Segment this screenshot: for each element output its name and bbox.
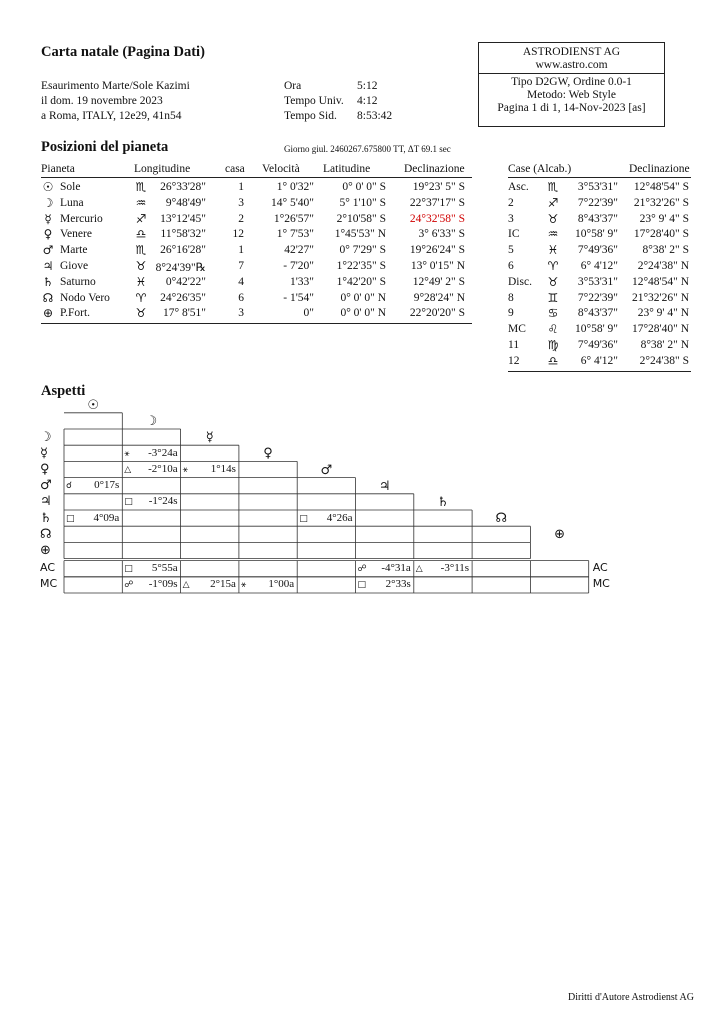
planet-latitude: 0° 0' 0" N xyxy=(340,291,386,304)
planet-house: 2 xyxy=(238,212,244,225)
col-header-planet: Pianeta xyxy=(41,163,75,175)
house-name: 9 xyxy=(508,307,514,320)
aspect-cell xyxy=(124,562,177,574)
aspect-cell xyxy=(66,512,119,524)
aspect-type-icon: □ xyxy=(124,497,133,508)
aspect-type-icon: □ xyxy=(66,513,75,524)
aspect-cell xyxy=(66,479,119,491)
house-declination: 17°28'40" N xyxy=(631,323,689,336)
house-longitude: 8°43'37" xyxy=(577,212,618,225)
time-value-sid: 8:53:42 xyxy=(357,110,393,122)
planet-longitude: 26°16'28" xyxy=(160,244,206,257)
planet-latitude: 0° 0' 0" N xyxy=(340,307,386,320)
positions-title: Posizioni del pianeta xyxy=(41,139,169,155)
planet-longitude: 0°42'22" xyxy=(165,275,206,288)
planet-speed: 42'27" xyxy=(284,244,314,257)
planet-glyph-icon: ♄ xyxy=(42,274,54,289)
house-name: Disc. xyxy=(508,275,532,288)
aspect-orb: -1°09s xyxy=(148,578,178,591)
planet-house: 3 xyxy=(238,196,244,209)
planet-name: P.Fort. xyxy=(60,307,91,320)
house-longitude: 7°49'36" xyxy=(577,244,618,257)
planet-speed: 1° 7'53" xyxy=(276,228,314,241)
page-info: Pagina 1 di 1, 14-Nov-2023 [as] xyxy=(497,102,646,114)
zodiac-sign-icon: ♊ xyxy=(547,290,559,305)
aspect-type-icon: △ xyxy=(182,580,190,591)
zodiac-sign-icon: ♒ xyxy=(547,227,559,242)
house-declination: 23° 9' 4" S xyxy=(639,212,689,225)
planet-speed: 1°26'57" xyxy=(273,212,314,225)
house-declination: 21°32'26" N xyxy=(631,291,689,304)
planet-longitude: 8°24'39"℞ xyxy=(155,262,206,274)
planet-glyph-icon: ☿ xyxy=(44,211,52,226)
planet-latitude: 0° 7'29" S xyxy=(339,244,386,257)
aspect-row-label: AC xyxy=(40,561,56,575)
planet-longitude: 9°48'49" xyxy=(165,196,206,209)
zodiac-sign-icon: ♍ xyxy=(547,338,559,352)
aspect-row-label: ♂ xyxy=(40,478,52,494)
aspect-col-glyph-icon: ♃ xyxy=(378,478,391,494)
aspect-col-glyph-icon: ☊ xyxy=(495,511,508,527)
planet-longitude: 13°12'45" xyxy=(160,212,206,225)
aspect-orb: -3°24a xyxy=(148,446,178,459)
house-name: 6 xyxy=(508,260,514,272)
zodiac-sign-icon: ♋ xyxy=(547,306,559,321)
aspect-row-label: ♄ xyxy=(40,510,52,526)
company-name: ASTRODIENST AG xyxy=(522,46,621,58)
aspect-col-glyph-icon: ♀ xyxy=(263,446,273,462)
chart-method: Metodo: Web Style xyxy=(527,89,616,101)
aspect-orb: -2°10a xyxy=(148,462,178,475)
planet-speed: 0" xyxy=(303,307,314,320)
planet-declination: 3° 6'33" S xyxy=(418,228,465,241)
aspect-orb: -3°11s xyxy=(440,562,470,575)
planet-declination: 12°49' 2" S xyxy=(412,275,465,288)
planet-longitude: 17° 8'51" xyxy=(163,307,206,320)
birth-place: a Roma, ITALY, 12e29, 41n54 xyxy=(41,110,182,122)
house-longitude: 3°53'31" xyxy=(577,181,618,193)
zodiac-sign-icon: ♉ xyxy=(135,306,147,321)
planet-glyph-icon: ♂ xyxy=(42,243,54,258)
houses-header: Case (Alcab.) xyxy=(508,163,572,175)
house-declination: 12°48'54" N xyxy=(631,275,689,288)
company-website[interactable]: www.astro.com xyxy=(535,59,608,71)
col-header-declination: Declinazione xyxy=(404,163,465,175)
house-name: 8 xyxy=(508,291,514,304)
planet-name: Giove xyxy=(60,260,89,272)
house-declination: 17°28'40" S xyxy=(633,228,689,241)
aspects-title: Aspetti xyxy=(41,383,86,399)
col-header-house: casa xyxy=(225,163,245,175)
planet-name: Luna xyxy=(60,196,84,209)
birth-date: il dom. 19 novembre 2023 xyxy=(41,95,163,107)
aspect-col-glyph-icon: ♂ xyxy=(320,462,333,478)
aspect-cell xyxy=(183,463,236,475)
zodiac-sign-icon: ♐ xyxy=(135,211,147,226)
copyright: Diritti d'Autore Astrodienst AG xyxy=(568,992,694,1003)
chart-type: Tipo D2GW, Ordine 0.0-1 xyxy=(511,76,632,88)
planet-longitude: 11°58'32" xyxy=(160,228,206,241)
aspect-cell xyxy=(124,578,177,590)
planet-declination: 22°20'20" S xyxy=(409,307,465,320)
col-header-longitude: Longitudine xyxy=(134,163,191,175)
planet-longitude: 24°26'35" xyxy=(160,291,206,304)
house-declination: 12°48'54" S xyxy=(633,181,689,193)
aspect-orb: 2°15a xyxy=(210,578,236,591)
aspect-type-icon: □ xyxy=(357,580,367,591)
aspect-row-label: ♃ xyxy=(40,494,52,510)
aspect-cell xyxy=(358,562,411,574)
house-name: 5 xyxy=(508,244,514,257)
planet-declination: 13° 0'15" N xyxy=(410,260,465,272)
aspect-col-glyph-icon: ⊕ xyxy=(554,527,565,543)
aspect-type-icon: △ xyxy=(124,464,132,475)
house-name: 3 xyxy=(508,212,514,225)
zodiac-sign-icon: ♈ xyxy=(135,290,147,305)
aspect-orb: 4°26a xyxy=(326,511,353,524)
zodiac-sign-icon: ♐ xyxy=(547,195,559,210)
zodiac-sign-icon: ♉ xyxy=(547,274,559,289)
planet-declination: 24°32'58" S xyxy=(409,212,465,225)
aspect-orb: 4°09a xyxy=(93,511,120,524)
house-name: 2 xyxy=(508,196,514,209)
col-header-latitude: Latitudine xyxy=(323,163,371,175)
zodiac-sign-icon: ♉ xyxy=(547,211,559,226)
planet-glyph-icon: ♃ xyxy=(42,259,54,273)
house-name: 12 xyxy=(508,354,520,367)
house-declination: 2°24'38" S xyxy=(639,354,689,367)
col-header-speed: Velocità xyxy=(262,163,300,175)
zodiac-sign-icon: ♏ xyxy=(135,180,147,194)
house-longitude: 6° 4'12" xyxy=(580,354,618,367)
house-declination: 21°32'26" S xyxy=(633,196,689,209)
aspect-orb: 1°00a xyxy=(268,578,295,591)
planet-name: Nodo Vero xyxy=(60,291,110,304)
planet-speed: - 1'54" xyxy=(283,291,314,304)
aspect-row-label: ☊ xyxy=(40,526,52,542)
planet-name: Sole xyxy=(60,181,81,193)
aspect-type-icon: ⚹ xyxy=(182,464,188,475)
aspect-orb: 1°14s xyxy=(210,462,236,475)
planet-house: 12 xyxy=(232,228,244,241)
planet-declination: 9°28'24" N xyxy=(413,291,465,304)
planet-declination: 19°26'24" S xyxy=(409,244,465,257)
aspect-orb: -1°24s xyxy=(148,495,178,508)
planet-glyph-icon: ☊ xyxy=(42,290,54,305)
time-label-sid: Tempo Sid. xyxy=(284,110,337,122)
aspect-orb: 5°55a xyxy=(151,562,178,575)
planet-house: 6 xyxy=(238,291,244,304)
aspect-type-icon: ☍ xyxy=(124,580,134,591)
planet-longitude: 26°33'28" xyxy=(160,181,206,193)
time-value-local: 5:12 xyxy=(357,80,378,92)
aspect-row-label: MC xyxy=(40,577,58,591)
planet-house: 7 xyxy=(238,260,244,272)
zodiac-sign-icon: ♏ xyxy=(547,180,559,194)
houses-header-declination: Declinazione xyxy=(629,163,690,175)
zodiac-sign-icon: ♓ xyxy=(135,274,147,289)
planet-latitude: 0° 0' 0" S xyxy=(342,181,386,193)
planet-speed: 1'33" xyxy=(289,275,314,288)
planet-latitude: 2°10'58" S xyxy=(336,212,386,225)
aspect-row-label-right: MC xyxy=(592,577,610,591)
house-declination: 8°38' 2" S xyxy=(642,244,689,257)
time-label-ut: Tempo Univ. xyxy=(284,95,344,107)
planet-glyph-icon: ♀ xyxy=(43,227,53,242)
planet-latitude: 1°42'20" S xyxy=(336,275,386,288)
aspect-cell xyxy=(124,447,177,459)
aspect-type-icon: ⚹ xyxy=(124,448,130,459)
page-title: Carta natale (Pagina Dati) xyxy=(41,44,205,60)
house-name: MC xyxy=(508,323,526,336)
planet-house: 3 xyxy=(238,307,244,320)
planet-glyph-icon: ⊕ xyxy=(42,306,54,321)
aspect-row-label: ⊕ xyxy=(40,542,51,558)
house-name: Asc. xyxy=(508,181,529,193)
aspect-orb: 2°33s xyxy=(385,578,411,591)
house-longitude: 6° 4'12" xyxy=(580,260,618,272)
aspect-type-icon: ☍ xyxy=(357,564,367,575)
planet-speed: - 7'20" xyxy=(283,260,314,272)
aspect-col-glyph-icon: ☉ xyxy=(87,397,99,413)
planet-name: Marte xyxy=(60,244,88,257)
planet-house: 1 xyxy=(238,181,244,193)
house-longitude: 8°43'37" xyxy=(577,307,618,320)
aspect-orb: 0°17s xyxy=(94,479,120,492)
house-declination: 23° 9' 4" N xyxy=(637,307,689,320)
planet-speed: 14° 5'40" xyxy=(271,196,314,209)
planet-declination: 22°37'17" S xyxy=(409,196,465,209)
planet-name: Saturno xyxy=(60,275,96,288)
time-label-local: Ora xyxy=(284,80,302,92)
aspect-type-icon: □ xyxy=(299,513,308,524)
aspect-row-label: ☿ xyxy=(40,445,48,461)
zodiac-sign-icon: ♉ xyxy=(135,259,147,273)
aspect-col-glyph-icon: ☿ xyxy=(205,430,214,446)
aspect-cell xyxy=(358,578,411,590)
house-name: 11 xyxy=(508,339,520,351)
aspect-col-glyph-icon: ☽ xyxy=(145,414,158,429)
house-longitude: 7°49'36" xyxy=(577,339,618,351)
aspect-cell xyxy=(416,562,469,574)
aspect-cell xyxy=(124,463,177,475)
zodiac-sign-icon: ♌ xyxy=(547,322,559,337)
aspect-row-label: ♀ xyxy=(40,461,50,477)
aspect-col-glyph-icon: ♄ xyxy=(437,495,449,510)
planet-house: 1 xyxy=(238,244,244,257)
aspect-type-icon: ⚹ xyxy=(240,580,247,591)
house-declination: 2°24'38" N xyxy=(637,260,689,272)
zodiac-sign-icon: ♈ xyxy=(547,259,559,273)
house-longitude: 10°58' 9" xyxy=(575,228,618,241)
house-name: IC xyxy=(508,228,520,241)
aspect-orb: -4°31a xyxy=(381,562,411,575)
planet-latitude: 1°45'53" N xyxy=(334,228,386,241)
time-value-ut: 4:12 xyxy=(357,95,378,107)
house-longitude: 7°22'39" xyxy=(577,291,618,304)
aspect-cell xyxy=(299,512,352,524)
aspect-row-label-right: AC xyxy=(592,561,608,575)
planet-name: Mercurio xyxy=(60,212,103,225)
aspect-row-label: ☽ xyxy=(40,429,52,445)
planet-speed: 1° 0'32" xyxy=(276,181,314,193)
planet-declination: 19°23' 5" S xyxy=(412,181,465,193)
house-longitude: 10°58' 9" xyxy=(575,323,618,336)
house-longitude: 3°53'31" xyxy=(577,275,618,288)
aspect-type-icon: △ xyxy=(415,564,423,575)
zodiac-sign-icon: ♏ xyxy=(135,243,147,258)
planet-house: 4 xyxy=(238,275,244,288)
julian-day: Giorno giul. 2460267.675800 TT, ΔT 69.1 sec xyxy=(284,144,451,154)
zodiac-sign-icon: ♓ xyxy=(547,243,559,258)
planet-glyph-icon: ☉ xyxy=(42,180,54,194)
planet-latitude: 5° 1'10" S xyxy=(339,196,386,209)
aspect-cell xyxy=(241,578,294,590)
house-longitude: 7°22'39" xyxy=(577,196,618,209)
aspect-cell xyxy=(183,578,236,590)
zodiac-sign-icon: ♎ xyxy=(135,227,147,242)
aspect-type-icon: ☌ xyxy=(66,481,73,492)
zodiac-sign-icon: ♎ xyxy=(547,353,559,368)
planet-name: Venere xyxy=(60,228,92,241)
subject-name: Esaurimento Marte/Sole Kazimi xyxy=(41,80,190,92)
aspect-cell xyxy=(124,495,177,507)
aspect-type-icon: □ xyxy=(124,564,133,575)
planet-latitude: 1°22'35" S xyxy=(336,260,386,272)
planet-glyph-icon: ☽ xyxy=(42,195,54,210)
zodiac-sign-icon: ♒ xyxy=(135,195,147,210)
house-declination: 8°38' 2" N xyxy=(640,339,689,351)
